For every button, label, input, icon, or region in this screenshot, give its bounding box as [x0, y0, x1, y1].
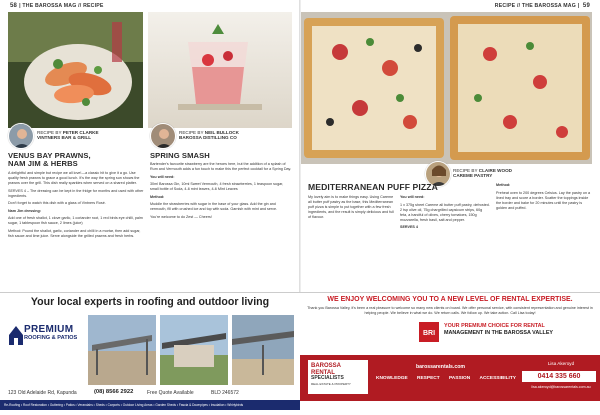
section-name: RECIPE [494, 3, 516, 9]
recipe-intro: Bartender's favourite strawberry are the heroes here, but the addition of a splash of Rum and Vermouth adds a fun touch to make this the perfect cocktail for a Spring Day. [150, 162, 292, 172]
roofing-brand-subtitle: ROOFING & PATIOS [24, 335, 78, 341]
rental-advertisement[interactable] [300, 292, 600, 415]
recipe-body-prawns [8, 171, 146, 288]
running-header-right: RECIPE // THE BAROSSA MAG | 59 [494, 3, 590, 9]
recipe-title-puff-pizza: MEDITERRANEAN PUFF PIZZA [308, 182, 438, 192]
prawns-photo [8, 12, 143, 128]
page-number: 58 [10, 3, 18, 9]
recipe-heading: Method: [496, 183, 511, 187]
magazine-name: THE BAROSSA MAG [22, 3, 77, 9]
agent-name: Lisa Akeroyd [547, 361, 575, 366]
agent-phone[interactable]: 0414 335 660 [522, 371, 596, 382]
recipe-intro-col [308, 195, 396, 288]
running-header-left: 58 | THE BAROSSA MAG // RECIPE [10, 3, 104, 9]
value-item: KNOWLEDGE [376, 376, 408, 381]
recipe-method-col [496, 183, 592, 288]
byline-peter: RECIPE BY PETER CLARKE VINTNERS BAR & GRILL [37, 130, 99, 141]
recipe-heading: Method: [150, 194, 165, 199]
recipe-ingredients: Add one of fresh shallot, 1 clove garlic, 1 coriander root, 1 red birds eye chilli, palm sugar, 1 tablespoon fish sauce, 2 limes (juice) [8, 216, 143, 226]
ad-headline: Your local experts in roofing and outdoor living [30, 296, 270, 308]
recipe-intro: My lovely aim is to make things easy. Using Careme all butter puff pastry as the base, this Mediterranean puff pizza is simple to put together with a few fresh ingredients, and the result is simply delicious and full of flavour. [308, 195, 394, 220]
roofing-advertisement[interactable] [0, 292, 300, 415]
value-item: RESPECT [417, 376, 440, 381]
byline-claire: RECIPE BY CLAIRE WOOD CAREME PASTRY [453, 168, 512, 179]
recipe-serves: SERVES 4 – The dressing can be kept in the fridge for months and used with other ingredients. [8, 188, 144, 198]
recipe-method: Muddle the strawberries with sugar in the base of your glass. Add the gin and vermouth, fill with crushed ice and top with soda. Garnish with mint and serve. [150, 202, 278, 212]
roofing-free-quote: Free Quote Available [147, 390, 194, 396]
house-icon [8, 323, 24, 347]
patio-photo-2 [160, 315, 228, 385]
svg-text:BRI: BRI [422, 330, 436, 337]
recipe-title-spring-smash: SPRING SMASH [150, 151, 210, 160]
rental-website[interactable]: barossarentals.com [416, 364, 466, 370]
chef-avatar-peter [8, 123, 34, 149]
pizza-photo [300, 12, 592, 164]
value-item: ACCESSIBILITY [479, 376, 516, 381]
recipe-heading: You will need: [400, 195, 425, 199]
agent-email[interactable]: lisa.akeroyd@barossarentals.com.au [531, 385, 591, 389]
page-number: 59 [582, 3, 590, 9]
rental-values [376, 376, 516, 381]
recipe-ingredients: 30ml Barossa Gin, 10ml Sweet Vermouth, 4 fresh strawberries, 1 teaspoon sugar, small bottle of Soda, 4-6 mint leaves, 4-6 Mint Leaves [150, 182, 284, 192]
recipe-body-spring-smash [150, 162, 292, 288]
value-item: PASSION [448, 376, 471, 381]
roofing-services-strip: Re-Roofing • Roof Restoration • Guttering • Patios • Verandahs • Sheds • Carports • Outdoor Living Areas • Garden Sheds • Fascia & Downpipes • Insulation • Whirlybirds [0, 400, 300, 410]
roofing-address: 123 Old Adelaide Rd, Kapunda [8, 390, 77, 396]
patio-photo-3 [232, 315, 294, 385]
recipe-note: Don't forget to watch this dish with a glass of Vintners Rosé. [8, 201, 106, 206]
recipe-title-prawns: VENUS BAY PRAWNS, NAM JIM & HERBS [8, 151, 91, 169]
recipe-ingredients-col [400, 195, 490, 288]
roofing-phone[interactable]: (08) 8566 2922 [94, 389, 134, 395]
recipe-heading: You will need: [150, 174, 175, 179]
roofing-brand-name: PREMIUM [24, 324, 74, 335]
bri-badge-icon [418, 321, 440, 343]
recipe-method: Method: Pound the shallot, garlic, coriander and chilli in a mortar, then add sugar, fish sauce and lime juice. Serve alongside the grilled prawns and fresh herbs. [8, 228, 141, 239]
ad-promise: YOUR PREMIUM CHOICE FOR RENTAL MANAGEMENT IN THE BAROSSA VALLEY [444, 323, 554, 336]
section-name: RECIPE [83, 3, 104, 9]
recipe-intro: A delightful and simple but recipe we all love!—a classic hit to give it a go. Use quality fresh prawns to grace a good lunch. It's the way the spring sun shows the prawns over the grill. This dish really sparkles when served on a shared platter. [8, 171, 140, 186]
chef-avatar-neil [150, 123, 176, 149]
cocktail-photo [148, 12, 292, 128]
rental-logo: BAROSSA RENTAL SPECIALISTS REAL ESTATE & PROPERTY [308, 360, 368, 394]
recipe-method: Preheat oven to 200 degrees Celsius. Lay the pastry on a lined tray and score a border. Scatter the toppings inside the border and bake for 20 minutes until the pastry is golden and puffed. [496, 190, 591, 210]
patio-photo-1 [88, 315, 156, 385]
ad-copy: Thank you Barossa Valley, it's been a real pleasure to welcome so many new clients on board. We offer personal service, with consistent representation and genuine interest in helping people. We believe in what we do. We return calls. We follow up. We take action. Call Lisa today! [307, 306, 593, 315]
roofing-licence: BLD 246572 [211, 390, 239, 396]
ad-headline: WE ENJOY WELCOMING YOU TO A NEW LEVEL OF RENTAL EXPERTISE. [327, 296, 573, 303]
recipe-ingredients: 1 x 375g sheet Careme all butter puff pastry, defrosted. 2 tsp olive oil, 75g chargrilled capsicum strips, 60g feta, a handful of olives, cherry tomatoes, 150g mozzarella, fresh basil, salt and pepper. [400, 202, 490, 222]
recipe-heading: Nam Jim dressing: [8, 208, 41, 213]
magazine-name: THE BAROSSA MAG [521, 3, 576, 9]
byline-neil: RECIPE BY NEIL BULLOCK BAROSSA DISTILLING CO [179, 130, 239, 141]
recipe-serves: SERVES 4 [400, 225, 418, 230]
recipe-closing: You're welcome to do Zest — Cheers! [150, 214, 212, 219]
